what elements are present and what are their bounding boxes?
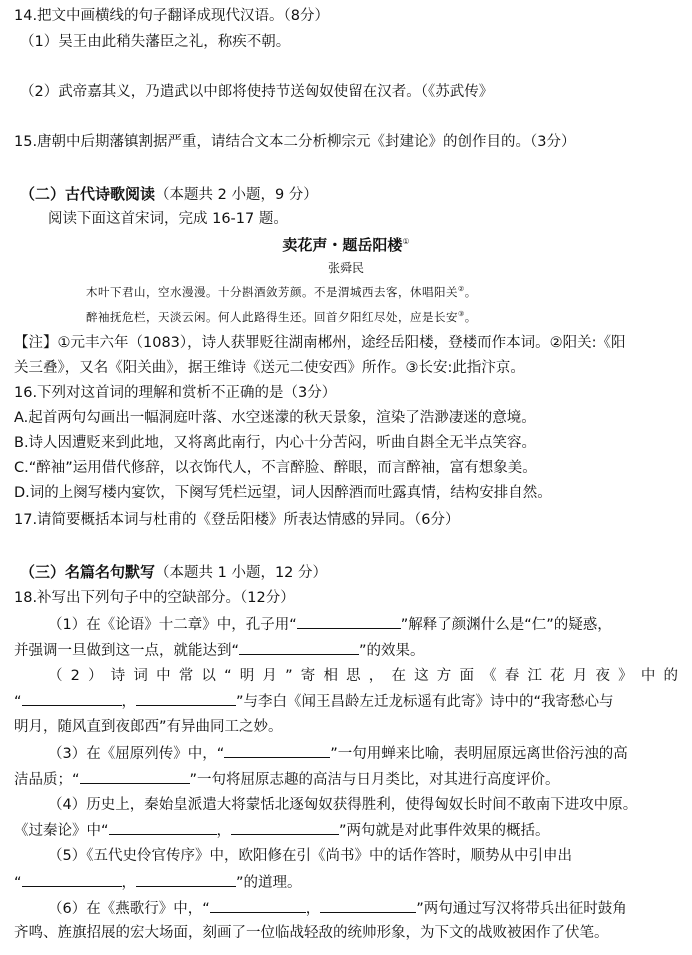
poem-author: 张舜民 — [327, 261, 364, 275]
q18-item-4-text-c: ， — [216, 823, 232, 839]
poem-line-1-end: 。 — [464, 285, 477, 299]
poem-line-1-text: 木叶下君山，空水漫漫。十分斟酒敛芳颜。不是渭城西去客，休唱阳关 — [86, 285, 458, 299]
q14-prompt: 14.把文中画横线的句子翻译成现代汉语。（8分） — [14, 8, 330, 24]
q18-item-4-text-d: ”两句就是对此事件效果的概括。 — [339, 823, 550, 839]
answer-blank[interactable] — [297, 614, 401, 629]
q16-option-c: C.“醉袖”运用借代修辞，以衣饰代人，不言醉脸、醉眼，而言醉袖，富有想象美。 — [14, 460, 537, 476]
answer-blank[interactable] — [231, 820, 339, 835]
poem-line-2-end: 。 — [464, 310, 477, 324]
q18-item-1-text-b: ”解释了颜渊什么是“仁”的疑惑， — [400, 617, 612, 633]
q15-prompt: 15.唐朝中后期藩镇割据严重，请结合文本二分析柳宗元《封建论》的创作目的。（3分） — [14, 134, 576, 150]
q18-item-4-line-1: （4）历史上，秦始皇派遣大将蒙恬北逐匈奴获得胜利，使得匈奴长时间不敢南下进攻中原。 — [48, 797, 638, 813]
section-2-instruction: 阅读下面这首宋词，完成 16-17 题。 — [48, 211, 288, 227]
q16-option-b: B.诗人因遭贬来到此地，又将离此南行，内心十分苦闷，听曲自斟全无半点笑容。 — [14, 435, 537, 451]
section-2-title: （二）古代诗歌阅读 — [20, 185, 156, 203]
poem-notes-line-1: 【注】①元丰六年（1083），诗人获罪贬往湖南郴州，途经岳阳楼，登楼而作本词。②阳关:《阳 — [14, 335, 626, 351]
answer-blank[interactable] — [22, 872, 122, 887]
q16-option-d: D.词的上阕写楼内宴饮，下阕写凭栏远望，词人因醉酒而吐露真情，结构安排自然。 — [14, 485, 552, 501]
q16-prompt: 16.下列对这首词的理解和赏析不正确的是（3分） — [14, 385, 337, 401]
answer-blank[interactable] — [136, 691, 236, 706]
section-2-heading — [20, 184, 678, 205]
q18-item-6-line-2: 齐鸣、旌旗招展的宏大场面，刻画了一位临战轻敌的统帅形象，为下文的战败被困作了伏笔。 — [14, 925, 609, 941]
poem-line-2-note: ③ — [458, 310, 465, 319]
q16-option-a: A.起首两句勾画出一幅洞庭叶落、水空迷濛的秋天景象，渲染了浩渺凄迷的意境。 — [14, 410, 536, 426]
poem-line-1-note: ② — [458, 285, 465, 294]
q18-item-1-text-c: 并强调一旦做到这一点，就能达到“ — [14, 643, 240, 659]
q18-item-2-text-b: “ — [14, 694, 22, 710]
poem-line-2 — [86, 309, 477, 325]
q18-item-4-text-b: 《过秦论》中“ — [14, 823, 109, 839]
q18-item-5-line-1: （5）《五代史伶官传序》中，欧阳修在引《尚书》中的话作答时，顺势从中引申出 — [48, 848, 572, 864]
section-3-subtitle: （本题共 1 小题，12 分） — [155, 565, 328, 581]
poem-line-2-text: 醉袖抚危栏，天淡云闲。何人此路得生还。回首夕阳红尽处，应是长安 — [86, 310, 458, 324]
q18-item-4-line-2 — [14, 820, 678, 841]
poem-title-text: 卖花声・题岳阳楼 — [282, 236, 403, 254]
q18-item-1-line-1 — [48, 614, 678, 635]
section-2-subtitle: （本题共 2 小题，9 分） — [155, 187, 318, 203]
q18-item-2-line-2 — [14, 691, 678, 712]
q14-item-2: （2）武帝嘉其义，乃遣武以中郎将使持节送匈奴使留在汉者。（《苏武传》 — [20, 84, 494, 100]
q18-item-2-line-1: （2）诗词中常以“明月”寄相思，在这方面《春江花月夜》中的 — [48, 668, 678, 684]
q18-item-5-line-2 — [14, 872, 678, 893]
q18-item-3-line-2 — [14, 769, 678, 790]
q18-item-3-line-1 — [48, 743, 678, 764]
q18-item-5-text-c: ， — [121, 875, 137, 891]
q18-item-1-line-2 — [14, 640, 678, 661]
q18-item-6-text-b: ， — [305, 901, 321, 917]
poem-title — [0, 234, 692, 255]
q18-item-1-text-a: （1）在《论语》十二章》中，孔子用“ — [48, 617, 297, 633]
answer-blank[interactable] — [224, 743, 330, 758]
q18-item-2-line-3: 明月，随风直到夜郎西”有异曲同工之妙。 — [14, 719, 283, 735]
answer-blank[interactable] — [109, 820, 217, 835]
q18-item-6-text-a: （6）在《燕歌行》中，“ — [48, 901, 210, 917]
q18-item-5-text-b: “ — [14, 875, 22, 891]
poem-line-1 — [86, 284, 477, 300]
q18-item-3-text-a: （3）在《屈原列传》中，“ — [48, 746, 225, 762]
q18-item-2-text-c: ， — [121, 694, 137, 710]
q18-item-6-line-1 — [48, 898, 678, 919]
q18-item-1-text-d: ”的效果。 — [359, 643, 425, 659]
answer-blank[interactable] — [80, 769, 190, 784]
q18-prompt: 18.补写出下列句子中的空缺部分。（12分） — [14, 590, 295, 606]
answer-blank[interactable] — [210, 898, 306, 913]
answer-blank[interactable] — [320, 898, 416, 913]
q18-item-5-text-d: ”的道理。 — [236, 875, 302, 891]
q18-item-3-text-c: 洁品质；“ — [14, 772, 80, 788]
poem-title-note: ① — [402, 237, 410, 246]
answer-blank[interactable] — [136, 872, 236, 887]
section-3-heading — [20, 562, 678, 583]
q18-item-3-text-b: ”一句用蝉来比喻，表明屈原远离世俗污浊的高 — [330, 746, 628, 762]
q18-item-3-text-d: ”一句将屈原志趣的高洁与日月类比，对其进行高度评价。 — [189, 772, 560, 788]
answer-blank[interactable] — [22, 691, 122, 706]
q17-prompt: 17.请简要概括本词与杜甫的《登岳阳楼》所表达情感的异同。（6分） — [14, 512, 460, 528]
answer-blank[interactable] — [239, 640, 359, 655]
q18-item-6-text-c: ”两句通过写汉将带兵出征时鼓角 — [416, 901, 627, 917]
q18-item-2-text-d: ”与李白《闻王昌龄左迁龙标遥有此寄》诗中的“我寄愁心与 — [236, 694, 614, 710]
q14-item-1: （1）吴王由此稍失藩臣之礼，称疾不朝。 — [20, 34, 291, 50]
section-3-title: （三）名篇名句默写 — [20, 563, 156, 581]
poem-notes-line-2: 关三叠》，又名《阳关曲》，据王维诗《送元二使安西》所作。③长安:此指汴京。 — [14, 360, 525, 376]
